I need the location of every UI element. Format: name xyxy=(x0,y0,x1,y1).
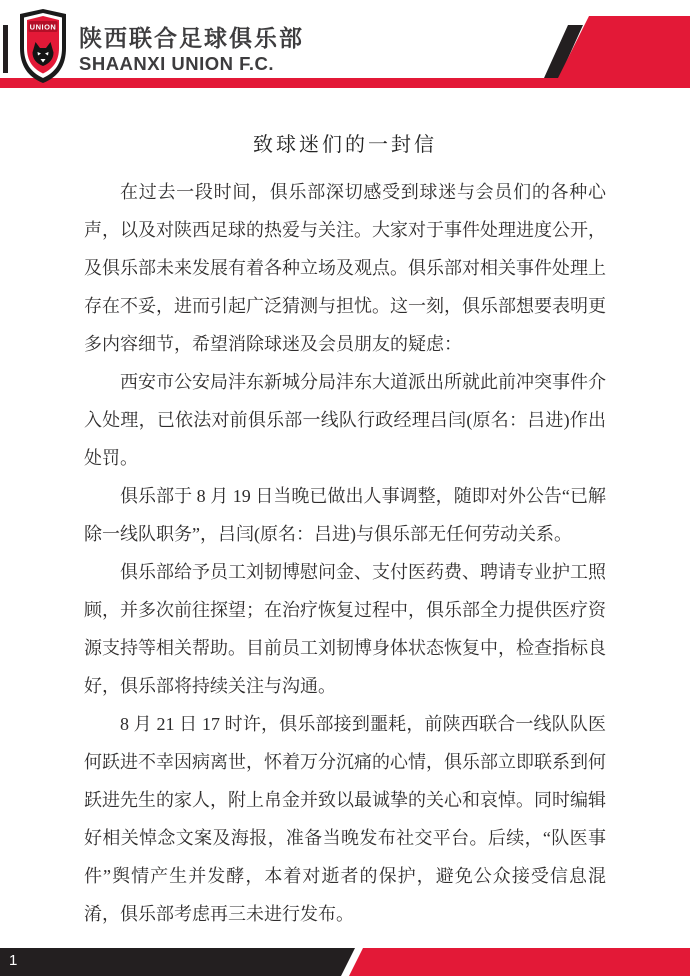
letter-body xyxy=(0,88,690,933)
letter-title: 致球迷们的一封信 xyxy=(253,134,437,156)
letter-paragraph-4: 俱乐部给予员工刘韧博慰问金、支付医药费、聘请专业护工照顾，并多次前往探望；在治疗恢复过程中，俱乐部全力提供医疗资源支持等相关帮助。目前员工刘韧博身体状态恢复中，检查指标良好，俱乐部将持续关注与沟通。 xyxy=(84,562,606,696)
letter-paragraph-1: 在过去一段时间，俱乐部深切感受到球迷与会员们的各种心声，以及对陕西足球的热爱与关注。大家对于事件处理进度公开，及俱乐部未来发展有着各种立场及观点。俱乐部对相关事件处理上存在不妥，进而引起广泛猜测与担忧。这一刻，俱乐部想要表明更多内容细节，希望消除球迷及会员朋友的疑虑： xyxy=(84,182,606,354)
crest-banner-text: UNION xyxy=(29,22,57,32)
club-name-block xyxy=(79,27,304,74)
letter-paragraph-2: 西安市公安局沣东新城分局沣东大道派出所就此前冲突事件介入处理，已依法对前俱乐部一线队行政经理吕闫(原名：吕进)作出处罚。 xyxy=(84,372,606,468)
letter-paragraph-3: 俱乐部于 8 月 19 日当晚已做出人事调整，随即对外公告“已解除一线队职务”，吕闫(原名：吕进)与俱乐部无任何劳动关系。 xyxy=(84,486,606,544)
club-name-zh: 陕西联合足球俱乐部 xyxy=(79,25,304,51)
letter-paragraph-5: 8 月 21 日 17 时许，俱乐部接到噩耗，前陕西联合一线队队医何跃进不幸因病离世，怀着万分沉痛的心情，俱乐部立即联系到何跃进先生的家人，附上帛金并致以最诚挚的关心和哀悼。同时编辑好相关悼念文案及海报，准备当晚发布社交平台。后续，“队医事件”舆情产生并发酵，本着对逝者的保护，避免公众接受信息混淆，俱乐部考虑再三未进行发布。 xyxy=(84,714,606,924)
club-crest-wolf-shield-icon xyxy=(17,8,69,84)
footer-decor-stripes xyxy=(0,948,690,976)
club-name-en: SHAANXI UNION F.C. xyxy=(79,53,275,74)
page-number: 1 xyxy=(9,952,18,969)
footer xyxy=(0,948,690,976)
header xyxy=(0,0,690,88)
header-accent-bar xyxy=(3,25,8,73)
